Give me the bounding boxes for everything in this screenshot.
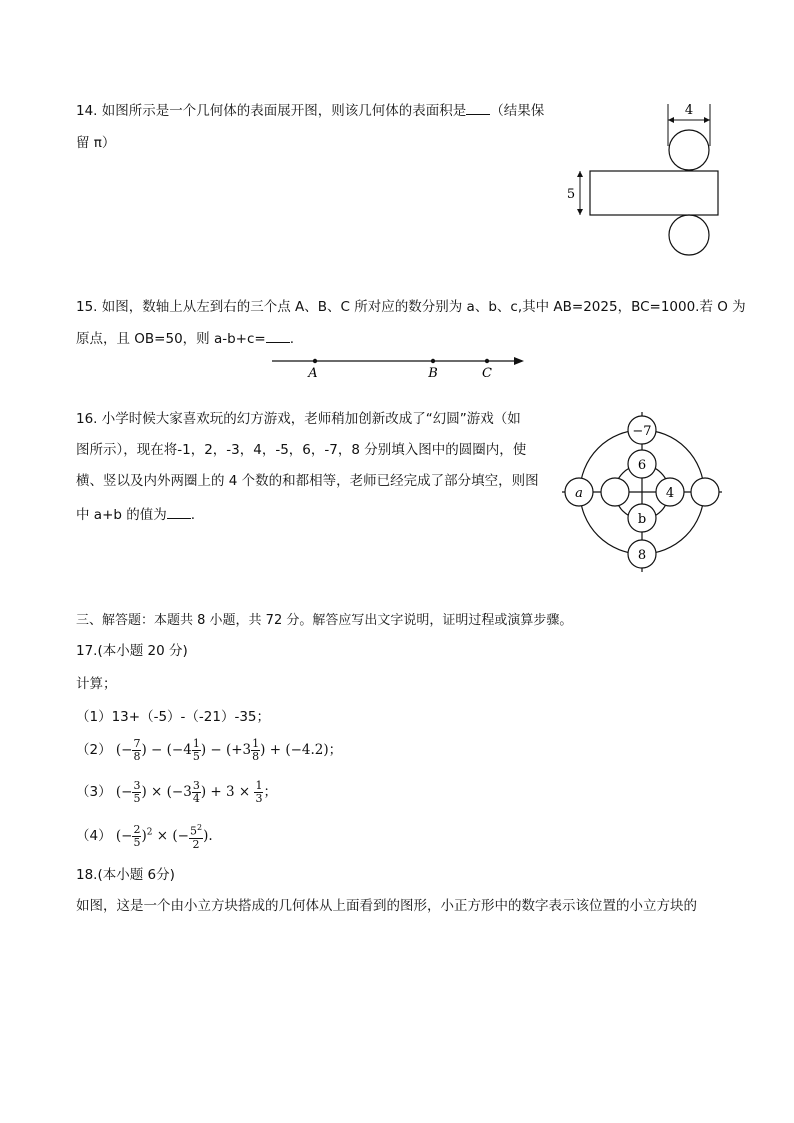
q17-intro: 计算； bbox=[76, 676, 117, 692]
q14-answer-blank[interactable] bbox=[466, 100, 490, 115]
q14-dim-top: 4 bbox=[684, 103, 694, 118]
q17-part4: （4） (− $\frac{2}{5}$ )$^2$ × (− $\frac{5^2}{2}$ ). bbox=[76, 822, 213, 851]
q15-line2: 原点，且 OB=50，则 a-b+c= . bbox=[76, 328, 294, 350]
q14-dim-left: 5 bbox=[566, 187, 576, 202]
q17-part3-label: （3） bbox=[76, 784, 112, 800]
q18-header: 18.(本小题 6分) bbox=[76, 867, 175, 883]
q16-value-outer-top: −7 bbox=[632, 424, 652, 439]
q16-line2: 图所示），现在将-1，2，-3，4，-5，6，-7，8 分别填入图中的圆圈内，使 bbox=[76, 442, 527, 458]
q15-text: 原点，且 OB=50，则 a-b+c= bbox=[76, 331, 266, 347]
q16-value-outer-left: a bbox=[575, 486, 583, 501]
q14-line2: 留 π） bbox=[76, 135, 116, 151]
q18-line1: 如图，这是一个由小立方块搭成的几何体从上面看到的图形，小正方形中的数字表示该位置的小立方块的 bbox=[76, 898, 697, 914]
q15-number-line bbox=[270, 350, 530, 380]
q17-part4-label: （4） bbox=[76, 827, 112, 844]
q16-value-inner-right: 4 bbox=[665, 486, 675, 501]
q16-value-inner-top: 6 bbox=[637, 458, 647, 473]
q15-label-c: C bbox=[482, 366, 492, 380]
q14-text-a: 14. 如图所示是一个几何体的表面展开图，则该几何体的表面积是 bbox=[76, 103, 467, 119]
q15-answer-blank[interactable] bbox=[266, 328, 290, 343]
q17-part2: （2） (− $\frac{7}{8}$ ) − (−4 $\frac{1}{5}$ ) − (+3 $\frac{1}{8}$ ) + (−4.2)； bbox=[76, 737, 343, 763]
q15-line1: 15. 如图，数轴上从左到右的三个点 A、B、C 所对应的数分别为 a、b、c,其中 AB=2025，BC=1000.若 O 为 bbox=[76, 299, 746, 315]
section-3-title: 三、解答题：本题共 8 小题，共 72 分。解答应写出文字说明，证明过程或演算步骤。 bbox=[76, 613, 573, 628]
q16-value-outer-bottom: 8 bbox=[637, 548, 647, 563]
q14-line1 bbox=[76, 100, 544, 122]
q16-line1: 16. 小学时候大家喜欢玩的幻方游戏，老师稍加创新改成了“幻圆”游戏（如 bbox=[76, 411, 521, 427]
q16-text: 中 a+b 的值为 bbox=[76, 507, 167, 523]
q15-label-b: B bbox=[428, 366, 438, 380]
q14-text-b: （结果保 bbox=[490, 103, 545, 119]
q17-part1: （1）13+（-5）-（-21）-35； bbox=[76, 709, 271, 725]
q16-answer-blank[interactable] bbox=[167, 504, 191, 519]
q14-net-figure bbox=[560, 96, 730, 262]
q16-line4: 中 a+b 的值为 . bbox=[76, 504, 195, 526]
q15-label-a: A bbox=[308, 366, 318, 380]
q16-magic-circle-figure bbox=[562, 412, 724, 574]
q16-value-inner-bottom: b bbox=[637, 512, 647, 527]
q17-part2-label: （2） bbox=[76, 742, 112, 758]
q16-line3: 横、竖以及内外两圈上的 4 个数的和都相等，老师已经完成了部分填空，则图 bbox=[76, 473, 539, 489]
q17-part3: （3） (− $\frac{3}{5}$ ) × (−3 $\frac{3}{4}$ ) + 3 × $\frac{1}{3}$ ； bbox=[76, 779, 277, 805]
q17-header: 17.(本小题 20 分) bbox=[76, 643, 188, 659]
